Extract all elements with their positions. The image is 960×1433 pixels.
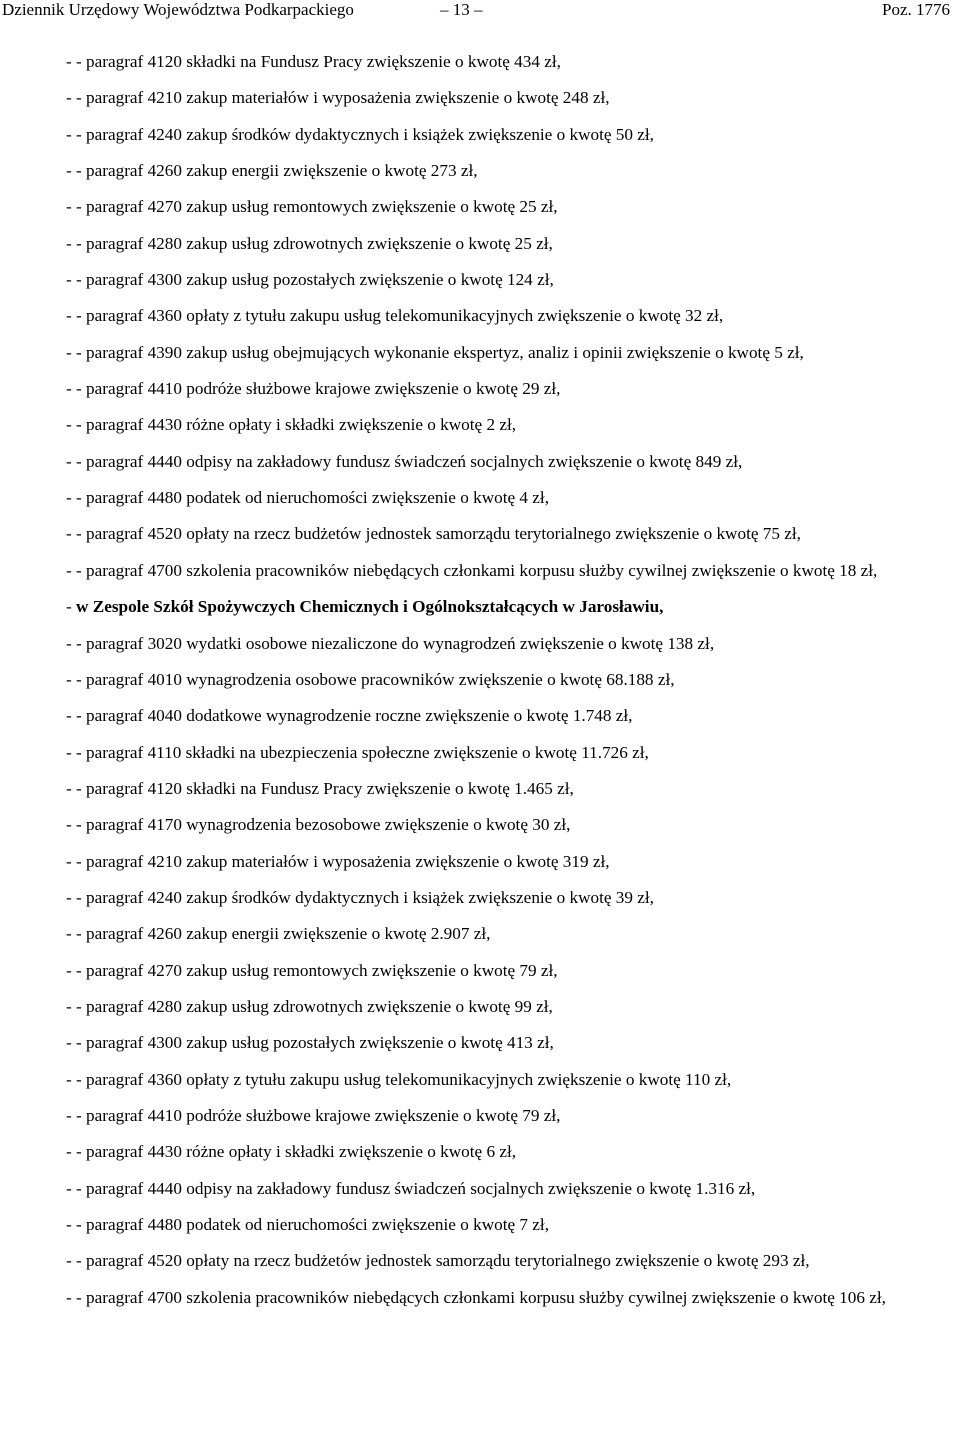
budget-line: - - paragraf 4520 opłaty na rzecz budżetów jednostek samorządu terytorialnego zwiększenie o kwotę 293 zł, bbox=[66, 1251, 810, 1271]
budget-line: - - paragraf 4120 składki na Fundusz Pracy zwiększenie o kwotę 434 zł, bbox=[66, 52, 561, 71]
budget-line: - - paragraf 4280 zakup usług zdrowotnych zwiększenie o kwotę 99 zł, bbox=[66, 996, 553, 1016]
budget-line: - - paragraf 4270 zakup usług remontowych zwiększenie o kwotę 79 zł, bbox=[66, 960, 558, 980]
budget-line: - - paragraf 4260 zakup energii zwiększenie o kwotę 273 zł, bbox=[66, 161, 478, 181]
page-number: – 13 – bbox=[440, 0, 483, 19]
journal-title: Dziennik Urzędowy Województwa Podkarpackiego bbox=[2, 0, 354, 19]
budget-line: - - paragraf 4240 zakup środków dydaktycznych i książek zwiększenie o kwotę 50 zł, bbox=[66, 124, 654, 144]
budget-line: - - paragraf 4240 zakup środków dydaktycznych i książek zwiększenie o kwotę 39 zł, bbox=[66, 887, 654, 907]
budget-line: - - paragraf 4110 składki na ubezpieczenia społeczne zwiększenie o kwotę 11.726 zł, bbox=[66, 742, 649, 762]
budget-line: - - paragraf 4520 opłaty na rzecz budżetów jednostek samorządu terytorialnego zwiększenie o kwotę 75 zł, bbox=[66, 524, 801, 544]
budget-line: - - paragraf 4040 dodatkowe wynagrodzenie roczne zwiększenie o kwotę 1.748 zł, bbox=[66, 706, 633, 726]
budget-line: - - paragraf 4410 podróże służbowe krajowe zwiększenie o kwotę 79 zł, bbox=[66, 1105, 561, 1125]
budget-line: - - paragraf 4390 zakup usług obejmujących wykonanie ekspertyz, analiz i opinii zwiększenie o kwotę 5 zł, bbox=[66, 342, 804, 362]
budget-line: - - paragraf 4430 różne opłaty i składki zwiększenie o kwotę 2 zł, bbox=[66, 415, 517, 435]
page-header bbox=[0, 0, 960, 24]
budget-line: - - paragraf 4300 zakup usług pozostałych zwiększenie o kwotę 413 zł, bbox=[66, 1033, 554, 1053]
budget-line: - - paragraf 3020 wydatki osobowe niezaliczone do wynagrodzeń zwiększenie o kwotę 138 zł, bbox=[66, 633, 715, 653]
section-prefix: - bbox=[66, 597, 77, 617]
budget-line: - - paragraf 4170 wynagrodzenia bezosobowe zwiększenie o kwotę 30 zł, bbox=[66, 815, 571, 835]
budget-line: - - paragraf 4700 szkolenia pracowników niebędących członkami korpusu służby cywilnej zwiększenie o kwotę 106 zł, bbox=[66, 1287, 886, 1307]
budget-line: - - paragraf 4360 opłaty z tytułu zakupu usług telekomunikacyjnych zwiększenie o kwotę 110 zł, bbox=[66, 1069, 732, 1089]
budget-line: - - paragraf 4300 zakup usług pozostałych zwiększenie o kwotę 124 zł, bbox=[66, 270, 554, 290]
budget-line: - - paragraf 4210 zakup materiałów i wyposażenia zwiększenie o kwotę 248 zł, bbox=[66, 88, 610, 108]
budget-line: - - paragraf 4410 podróże służbowe krajowe zwiększenie o kwotę 29 zł, bbox=[66, 379, 561, 399]
document-body bbox=[66, 51, 958, 1323]
budget-line: - - paragraf 4480 podatek od nieruchomości zwiększenie o kwotę 7 zł, bbox=[66, 1215, 549, 1234]
budget-line: - - paragraf 4700 szkolenia pracowników niebędących członkami korpusu służby cywilnej zwiększenie o kwotę 18 zł, bbox=[66, 560, 878, 580]
budget-line: - - paragraf 4430 różne opłaty i składki zwiększenie o kwotę 6 zł, bbox=[66, 1142, 517, 1162]
budget-line: - - paragraf 4120 składki na Fundusz Pracy zwiększenie o kwotę 1.465 zł, bbox=[66, 778, 574, 798]
budget-line: - - paragraf 4270 zakup usług remontowych zwiększenie o kwotę 25 zł, bbox=[66, 197, 558, 217]
budget-line: - - paragraf 4210 zakup materiałów i wyposażenia zwiększenie o kwotę 319 zł, bbox=[66, 851, 610, 871]
section-heading bbox=[66, 596, 958, 618]
section-title: w Zespole Szkół Spożywczych Chemicznych i Ogólnokształcących w Jarosławiu, bbox=[76, 597, 664, 617]
budget-line: - - paragraf 4480 podatek od nieruchomości zwiększenie o kwotę 4 zł, bbox=[66, 488, 549, 508]
budget-line: - - paragraf 4440 odpisy na zakładowy fundusz świadczeń socjalnych zwiększenie o kwotę 1.316 zł, bbox=[66, 1178, 756, 1198]
budget-line: - - paragraf 4010 wynagrodzenia osobowe pracowników zwiększenie o kwotę 68.188 zł, bbox=[66, 669, 675, 689]
budget-line: - - paragraf 4440 odpisy na zakładowy fundusz świadczeń socjalnych zwiększenie o kwotę 849 zł, bbox=[66, 451, 743, 471]
budget-line: - - paragraf 4360 opłaty z tytułu zakupu usług telekomunikacyjnych zwiększenie o kwotę 32 zł, bbox=[66, 306, 724, 326]
budget-line: - - paragraf 4260 zakup energii zwiększenie o kwotę 2.907 zł, bbox=[66, 924, 491, 944]
budget-line: - - paragraf 4280 zakup usług zdrowotnych zwiększenie o kwotę 25 zł, bbox=[66, 233, 553, 253]
position-number: Poz. 1776 bbox=[882, 0, 950, 19]
